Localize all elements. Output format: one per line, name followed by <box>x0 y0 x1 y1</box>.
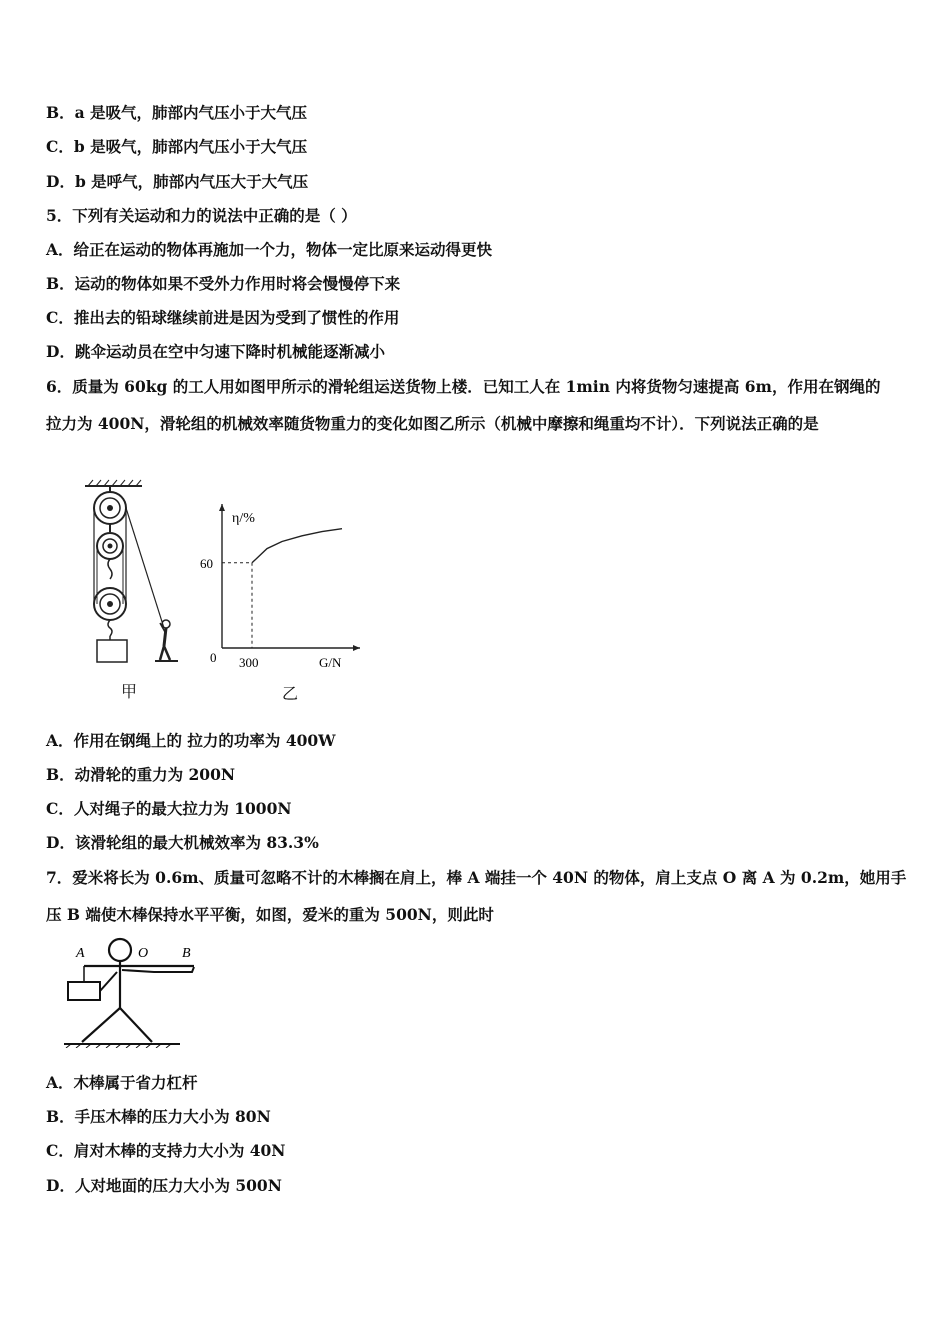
q7-option-c: C．肩对木棒的支持力大小为 40N <box>46 1141 286 1160</box>
x-axis-label: G/N <box>319 655 342 670</box>
lever-figure <box>62 936 212 1048</box>
label-o: O <box>138 946 149 961</box>
label-a: A <box>76 946 85 961</box>
figure-yi-caption: 乙 <box>282 684 299 703</box>
figure-jia-caption: 甲 <box>121 682 138 701</box>
pulley-figure <box>80 478 190 668</box>
q6-option-b: B．动滑轮的重力为 200N <box>46 765 236 784</box>
q5-option-b: B．运动的物体如果不受外力作用时将会慢慢停下来 <box>46 274 401 293</box>
label-b: B <box>182 946 191 961</box>
q5-option-c: C．推出去的铅球继续前进是因为受到了惯性的作用 <box>46 308 400 327</box>
q7-option-d: D．人对地面的压力大小为 500N <box>46 1176 282 1195</box>
q5-stem: 5．下列有关运动和力的说法中正确的是（ ） <box>46 206 357 225</box>
y-axis-label: η/% <box>232 511 255 526</box>
q5-option-d: D．跳伞运动员在空中匀速下降时机械能逐渐减小 <box>46 342 385 361</box>
q7-option-a: A．木棒属于省力杠杆 <box>46 1073 198 1092</box>
q6-option-a: A．作用在钢绳上的 拉力的功率为 400W <box>46 731 336 750</box>
efficiency-chart <box>196 496 366 676</box>
origin-tick-label: 0 <box>210 650 217 665</box>
x-axis-arrow <box>353 645 360 651</box>
q6-option-c: C．人对绳子的最大拉力为 1000N <box>46 799 292 818</box>
q5-option-a: A．给正在运动的物体再施加一个力，物体一定比原来运动得更快 <box>46 240 493 259</box>
q7-stem-line2: 压 B 端使木棒保持水平平衡，如图，爱米的重为 500N，则此时 <box>46 905 494 924</box>
q7-option-b: B．手压木棒的压力大小为 80N <box>46 1107 271 1126</box>
q4-option-b: B．a 是吸气，肺部内气压小于大气压 <box>46 103 308 122</box>
q6-stem-line2: 拉力为 400N，滑轮组的机械效率随货物重力的变化如图乙所示（机械中摩擦和绳重均不计）．下列说法正确的是 <box>46 414 819 433</box>
x-tick-label-300: 300 <box>239 655 259 670</box>
efficiency-curve <box>252 529 342 563</box>
q4-option-c: C．b 是吸气，肺部内气压小于大气压 <box>46 137 308 156</box>
y-tick-label-60: 60 <box>200 555 213 571</box>
q7-stem-line1: 7．爱米将长为 0.6m、质量可忽略不计的木棒搁在肩上，棒 A 端挂一个 40N 的物体，肩上支点 O 离 A 为 0.2m，她用手 <box>46 868 907 887</box>
q6-stem-line1: 6．质量为 60kg 的工人用如图甲所示的滑轮组运送货物上楼．已知工人在 1min 内将货物匀速提高 6m，作用在钢绳的 <box>46 377 881 396</box>
q6-option-d: D．该滑轮组的最大机械效率为 83.3% <box>46 833 319 852</box>
y-axis-arrow <box>219 504 225 511</box>
q4-option-d: D．b 是呼气，肺部内气压大于大气压 <box>46 172 309 191</box>
